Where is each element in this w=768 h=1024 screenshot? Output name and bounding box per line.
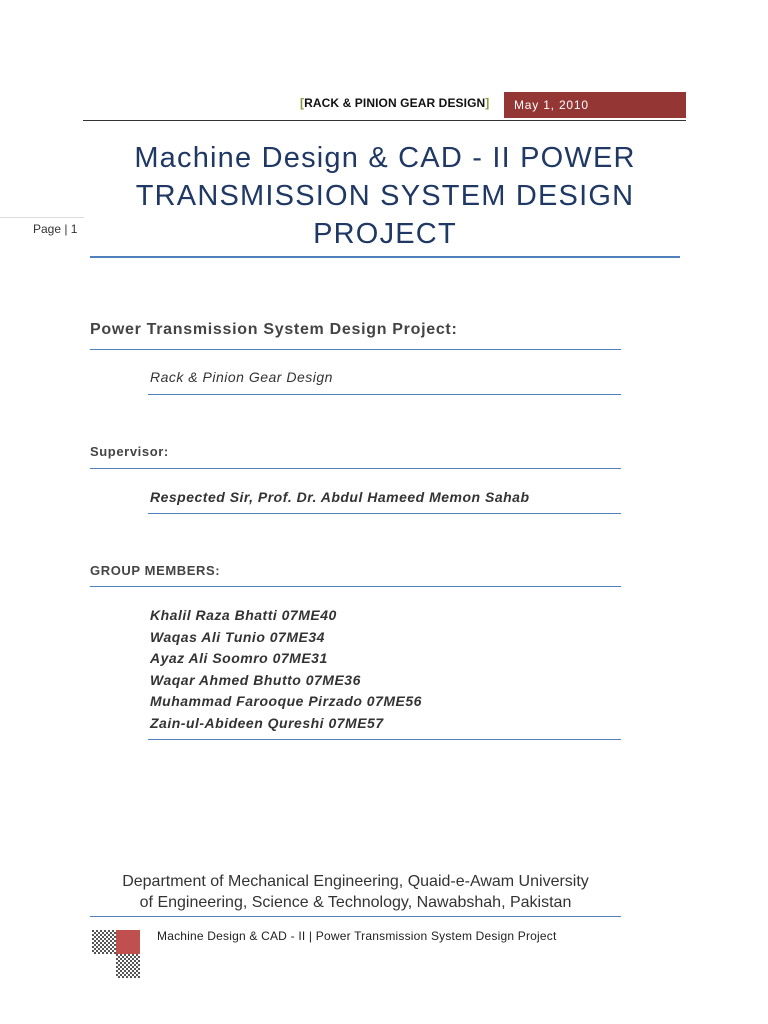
- department-name: [90, 871, 621, 913]
- document-title-line: PROJECT: [313, 218, 457, 250]
- header-title: [300, 96, 489, 110]
- group-member: Zain-ul-Abideen Qureshi 07ME57: [150, 714, 384, 731]
- supervisor-heading: Supervisor:: [90, 444, 169, 459]
- header-rule-right: [504, 120, 686, 121]
- group-heading-rule: [90, 586, 621, 587]
- footer-text: Machine Design & CAD - II | Power Transmission System Design Project: [157, 929, 557, 943]
- group-members-rule: [148, 739, 621, 740]
- department-rule: [90, 916, 621, 917]
- project-name: Rack & Pinion Gear Design: [150, 369, 333, 385]
- document-title: [90, 139, 680, 253]
- group-heading: GROUP MEMBERS:: [90, 563, 221, 578]
- page-number-rule: [0, 217, 84, 218]
- title-rule: [90, 256, 680, 258]
- project-heading: Power Transmission System Design Project:: [90, 321, 458, 338]
- header-bracket-close: ]: [485, 96, 490, 110]
- group-member: Waqar Ahmed Bhutto 07ME36: [150, 671, 361, 688]
- header-bracket-open: [: [300, 96, 305, 110]
- document-title-line: TRANSMISSION SYSTEM DESIGN: [135, 180, 635, 212]
- page-number: Page | 1: [33, 222, 78, 236]
- document-title-line: Machine Design & CAD - II POWER: [134, 142, 636, 174]
- department-line: of Engineering, Science & Technology, Nawabshah, Pakistan: [139, 894, 572, 911]
- supervisor-name-rule: [148, 513, 621, 514]
- project-name-rule: [148, 394, 621, 395]
- footer-logo: [92, 930, 140, 978]
- header-date: May 1, 2010: [504, 92, 686, 118]
- supervisor-name: Respected Sir, Prof. Dr. Abdul Hameed Memon Sahab: [150, 489, 530, 505]
- group-member: Muhammad Farooque Pirzado 07ME56: [150, 693, 422, 709]
- header-rule: [83, 120, 504, 121]
- group-member: Ayaz Ali Soomro 07ME31: [150, 650, 328, 666]
- project-heading-rule: [90, 349, 621, 350]
- department-line: Department of Mechanical Engineering, Quaid-e-Awam University: [122, 873, 589, 890]
- group-member: Waqas Ali Tunio 07ME34: [150, 628, 325, 645]
- header-title-text: RACK & PINION GEAR DESIGN: [304, 96, 486, 110]
- group-members-list: [150, 605, 422, 734]
- supervisor-heading-rule: [90, 468, 621, 469]
- group-member: Khalil Raza Bhatti 07ME40: [150, 607, 337, 623]
